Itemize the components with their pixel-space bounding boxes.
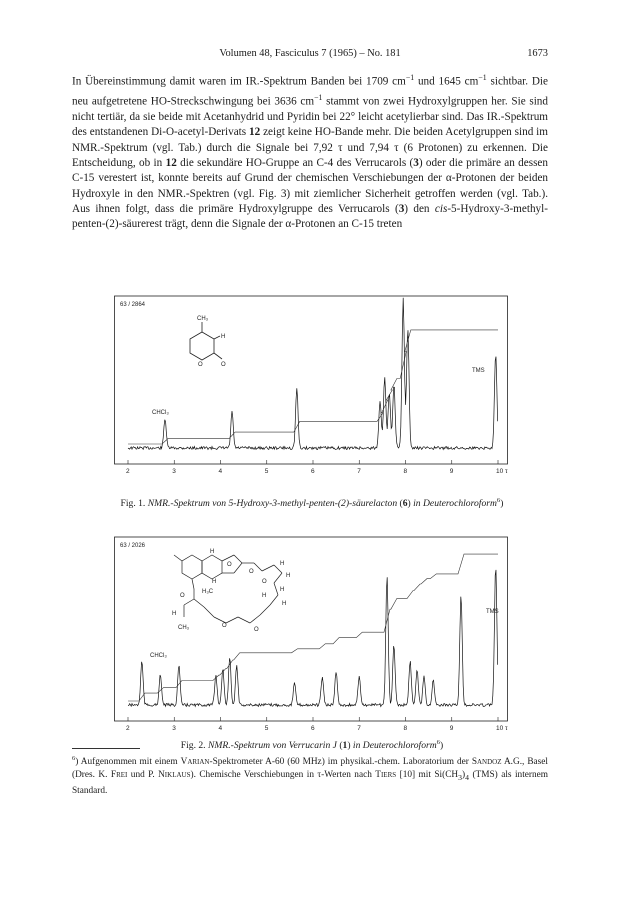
spectrum-1-svg: [114, 292, 508, 477]
body-paragraph: [72, 70, 548, 232]
molecule-label-carbonyl-o: O: [221, 362, 226, 368]
molecule-label-o: O: [227, 562, 232, 568]
axis-tick-label: 2: [126, 468, 130, 475]
molecule-label-h: H: [280, 561, 285, 567]
molecule-label-h: H: [282, 601, 287, 607]
caption-solvent: in Deuterochloroform: [352, 740, 437, 752]
sample-id-label: 63 / 2864: [120, 302, 146, 308]
caption-ref: 6: [436, 739, 441, 746]
text-segment: [10] mit Si(CH: [396, 770, 459, 781]
text-segment: ) Aufgenommen mit einem: [75, 757, 181, 768]
subscript: 3: [458, 773, 463, 783]
molecule-label-h: H: [221, 334, 226, 340]
subscript: 4: [465, 773, 469, 783]
compound-number: 12: [165, 156, 177, 169]
running-head: Volumen 48, Fasciculus 7 (1965) – No. 181: [219, 48, 401, 59]
axis-tick-label: 6: [311, 725, 315, 732]
solvent-label: CHCl₃: [150, 653, 167, 659]
axis-tick-label: 5: [264, 468, 269, 475]
axis-tick-label: 4: [218, 725, 223, 732]
text-segment: ): [462, 770, 466, 781]
molecule-label-ch3: CH₃: [178, 625, 190, 631]
axis-tick-label: 7: [357, 468, 361, 475]
text-segment: sichtbar. Die neu aufgetretene HO-Streckschwingung bei 3636 cm: [72, 75, 549, 108]
text-segment: -5-Hydroxy-3-methyl-penten-(2)-säurerest trägt, denn die Signale der α-Protonen an C-15 treten: [72, 202, 548, 231]
molecule-label-methyl: CH₃: [197, 316, 209, 322]
footnote-rule: [72, 748, 140, 749]
nmr-figure-1: [114, 292, 508, 477]
caption-prefix: Fig. 1.: [120, 498, 146, 510]
text-segment: zeigt keine HO-Bande mehr. Die beiden Acetylgruppen sind im NMR.-Spektrum (vgl. Tab.) durch die Signale bei 7,92 τ und 7,94 τ (6 Protonen) zu erkennen. Die Entscheidung, ob in: [72, 126, 548, 169]
caption-compound: 6: [402, 498, 408, 510]
axis-tick-label: 3: [172, 725, 176, 732]
caption-solvent: in Deuterochloroform: [413, 498, 497, 510]
caption-title: NMR.-Spektrum von Verrucarin J: [207, 740, 337, 752]
molecule-label-o: O: [262, 579, 267, 585]
text-segment: ) oder die primäre an dessen C-15 verestert ist, konnte bereits auf Grund der chemischen Verschiebungen der α-Protonen der beiden Hydroxyle in den NMR.-Spektren (vgl. Fig. 3) mit ziemlicher Sicherheit getroffen werden (vgl. Tab.). Aus ihnen folgt, dass die primäre Hydroxylgruppe des Verrucarols (: [72, 156, 548, 215]
axis-tick-label: 8: [403, 725, 408, 732]
superscript: −1: [478, 73, 487, 82]
nmr-figure-2: [114, 533, 508, 733]
caption-title: NMR.-Spektrum von 5-Hydroxy-3-methyl-penten-(2)-säurelacton: [147, 498, 398, 510]
text-segment: In Übereinstimmung damit waren im IR.-Spektrum Banden bei 1709 cm: [72, 75, 406, 88]
footnote: [72, 752, 548, 798]
text-segment: und P.: [127, 770, 159, 781]
axis-ticks: [126, 717, 508, 732]
axis-tick-label: 6: [311, 468, 315, 475]
footnote-marker: 6: [72, 755, 76, 762]
reference-label: TMS: [472, 368, 485, 374]
molecule-label-h: H: [286, 573, 291, 579]
molecule-label-ring-o: O: [198, 362, 203, 368]
caption-ref: 6: [496, 497, 501, 504]
molecule-label-o: O: [222, 623, 227, 629]
text-segment: ) den: [404, 202, 435, 215]
spectrum-2-svg: [114, 533, 508, 733]
italic-prefix: cis: [434, 202, 448, 215]
molecule-label-h: H: [262, 593, 267, 599]
molecule-label-o: O: [180, 593, 185, 599]
integral-trace: [128, 330, 498, 444]
name-sandoz: Sandoz: [471, 757, 502, 768]
axis-tick-label: 4: [218, 468, 223, 475]
superscript: −1: [314, 93, 323, 103]
text-segment: stammt von zwei Hydroxylgruppen her. Sie sind nicht tertiär, da sie beide mit Acetanhydrid und Pyridin bei 22° leicht acetylierbar sind. Das IR.-Spektrum des entstandenen Di-O-acetyl-Derivats: [72, 95, 548, 139]
text-segment: ). Chemische Verschiebungen in τ-Werten nach: [190, 770, 376, 781]
text-segment: -Spektrometer A-60 (60 MHz) im physikal.-chem. Laboratorium der: [209, 757, 472, 768]
molecule-label-h: H: [172, 611, 177, 617]
name-tiers: Tiers: [375, 770, 397, 781]
compound-number: 12: [249, 126, 261, 139]
molecule-label-o: O: [254, 627, 259, 633]
compound-number: 3: [398, 202, 405, 215]
name-frei: Frei: [110, 770, 128, 781]
text-segment: A.G., Basel (Dres. K.: [72, 757, 548, 781]
sample-id-label: 63 / 2026: [120, 543, 146, 549]
figure-1-caption: Fig. 1. NMR.-Spektrum von 5-Hydroxy-3-methyl-penten-(2)-säurelacton (6) in Deuterochloroform$^6$): [120, 497, 504, 510]
compound-number: 3: [413, 156, 419, 169]
figure-2-caption: Fig. 2. NMR.-Spektrum von Verrucarin J (1) in Deuterochloroform$^6$): [180, 739, 444, 752]
axis-tick-label: 7: [357, 725, 361, 732]
axis-ticks: [126, 460, 508, 475]
page-number: 1673: [527, 48, 548, 59]
text-segment: (TMS) als internem Standard.: [72, 770, 549, 796]
text-segment: die sekundäre HO-Gruppe an C-4 des Verrucarols (: [176, 156, 414, 169]
axis-tick-label: 8: [403, 468, 408, 475]
axis-tick-label: 10 τ: [496, 725, 508, 732]
axis-tick-label: 2: [126, 725, 130, 732]
spectrum-trace: [128, 298, 498, 450]
molecule-structure: [190, 322, 222, 360]
name-niklaus: Niklaus: [158, 770, 191, 781]
text-segment: und 1645 cm: [414, 75, 479, 88]
axis-tick-label: 9: [449, 468, 454, 475]
running-header: [72, 48, 548, 62]
reference-label: TMS: [486, 609, 499, 615]
molecule-label-h: H: [210, 549, 215, 555]
plot-frame: [115, 537, 508, 721]
molecule-label-h3c: H₃C: [202, 589, 214, 595]
name-varian: Varian: [180, 757, 210, 768]
molecule-label-h: H: [280, 587, 285, 593]
molecule-label-o: O: [249, 569, 254, 575]
solvent-label: CHCl₃: [152, 410, 169, 416]
caption-compound: 1: [342, 740, 348, 752]
spectrum-trace: [128, 570, 498, 707]
caption-prefix: Fig. 2.: [180, 740, 206, 752]
axis-tick-label: 9: [449, 725, 454, 732]
axis-tick-label: 3: [172, 468, 176, 475]
axis-tick-label: 5: [264, 725, 269, 732]
superscript: −1: [405, 73, 415, 82]
molecule-label-h: H: [212, 579, 217, 585]
axis-tick-label: 10 τ: [496, 468, 508, 475]
